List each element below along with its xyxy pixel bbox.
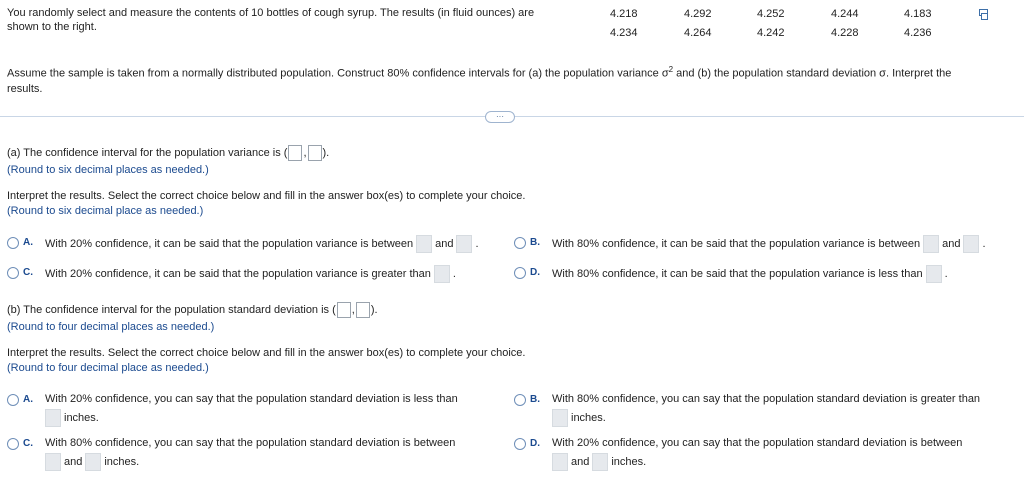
part-a-close: ). [322, 147, 330, 159]
part-a-question: (a) The confidence interval for the population variance is ( , ). [7, 145, 329, 161]
and-label: and [435, 237, 454, 250]
radio-button[interactable] [514, 438, 526, 450]
variance-upper-input[interactable] [308, 145, 322, 161]
answer-input[interactable] [416, 235, 432, 253]
part-a-question-text: (a) The confidence interval for the population variance is ( [7, 147, 288, 159]
radio-button[interactable] [7, 267, 19, 279]
option-text: With 80% confidence, it can be said that the population variance is less than [552, 267, 923, 280]
and-label: and [942, 237, 961, 250]
data-value: 4.292 [684, 8, 712, 20]
answer-input[interactable] [45, 453, 61, 471]
data-value: 4.242 [757, 27, 785, 39]
option-letter: C. [23, 267, 33, 278]
answer-input[interactable] [45, 409, 61, 427]
option-letter: C. [23, 438, 33, 449]
and-label: and [571, 455, 590, 468]
more-button[interactable]: ··· [485, 111, 515, 123]
radio-button[interactable] [7, 394, 19, 406]
option-text: With 80% confidence, it can be said that the population variance is between [552, 237, 921, 250]
unit-label: inches. [611, 455, 647, 468]
option-text: With 20% confidence, it can be said that the population variance is between [45, 237, 414, 250]
option-letter: A. [23, 394, 33, 405]
data-value: 4.234 [610, 27, 638, 39]
part-b-interpret: Interpret the results. Select the correct choice below and fill in the answer box(es) to complete your choice. [7, 347, 526, 359]
option-letter: D. [530, 267, 540, 278]
unit-label: inches. [571, 411, 606, 424]
copy-data-icon[interactable] [979, 9, 990, 20]
part-b-question-text: (b) The confidence interval for the population standard deviation is ( [7, 304, 336, 316]
option-text: With 20% confidence, it can be said that the population variance is greater than [45, 267, 431, 280]
radio-button[interactable] [514, 394, 526, 406]
option-letter: B. [530, 394, 540, 405]
and-label: and [64, 455, 83, 468]
assume-text-2: and (b) the population standard deviation σ. Interpret the [673, 67, 952, 80]
part-a-interpret-round: (Round to six decimal place as needed.) [7, 205, 204, 217]
part-b-question: (b) The confidence interval for the population standard deviation is ( , ). [7, 302, 378, 318]
unit-label: inches. [104, 455, 140, 468]
problem-intro [7, 6, 534, 34]
answer-input[interactable] [456, 235, 472, 253]
option-letter: D. [530, 438, 540, 449]
answer-input[interactable] [85, 453, 101, 471]
answer-input[interactable] [434, 265, 450, 283]
part-b-round-note: (Round to four decimal places as needed.) [7, 321, 215, 333]
answer-input[interactable] [963, 235, 979, 253]
option-letter: B. [530, 237, 540, 248]
unit-label: inches. [64, 411, 99, 424]
assume-sup: 2 [668, 65, 674, 74]
data-value: 4.264 [684, 27, 712, 39]
answer-input[interactable] [926, 265, 942, 283]
stddev-lower-input[interactable] [337, 302, 351, 318]
option-text: With 80% confidence, you can say that the population standard deviation is between [45, 437, 456, 449]
intro-line2: shown to the right. [7, 21, 97, 33]
part-a-interpret: Interpret the results. Select the correct choice below and fill in the answer box(es) to complete your choice. [7, 190, 526, 202]
option-text: With 20% confidence, you can say that the population standard deviation is between [552, 437, 963, 449]
stddev-upper-input[interactable] [356, 302, 370, 318]
answer-input[interactable] [552, 409, 568, 427]
radio-button[interactable] [514, 267, 526, 279]
option-letter: A. [23, 237, 33, 248]
assume-text-3: results. [7, 82, 43, 95]
data-value: 4.236 [904, 27, 932, 39]
data-value: 4.228 [831, 27, 859, 39]
radio-button[interactable] [514, 237, 526, 249]
answer-input[interactable] [552, 453, 568, 471]
part-b-close: ). [370, 304, 378, 316]
problem-assumption [7, 62, 1019, 97]
data-value: 4.218 [610, 8, 638, 20]
part-b-interpret-round: (Round to four decimal place as needed.) [7, 362, 209, 374]
part-a-round-note: (Round to six decimal places as needed.) [7, 164, 209, 176]
option-text: With 80% confidence, you can say that the population standard deviation is greater than [552, 393, 981, 405]
option-text: With 20% confidence, you can say that the population standard deviation is less than [45, 393, 458, 405]
data-value: 4.244 [831, 8, 859, 20]
data-value: 4.252 [757, 8, 785, 20]
intro-line1: You randomly select and measure the contents of 10 bottles of cough syrup. The results (in fluid ounces) are [7, 7, 535, 19]
radio-button[interactable] [7, 237, 19, 249]
radio-button[interactable] [7, 438, 19, 450]
variance-lower-input[interactable] [288, 145, 302, 161]
answer-input[interactable] [923, 235, 939, 253]
data-value: 4.183 [904, 8, 932, 20]
answer-input[interactable] [592, 453, 608, 471]
assume-text: Assume the sample is taken from a normally distributed population. Construct 80% confidence intervals for (a) the population variance σ [7, 67, 669, 80]
